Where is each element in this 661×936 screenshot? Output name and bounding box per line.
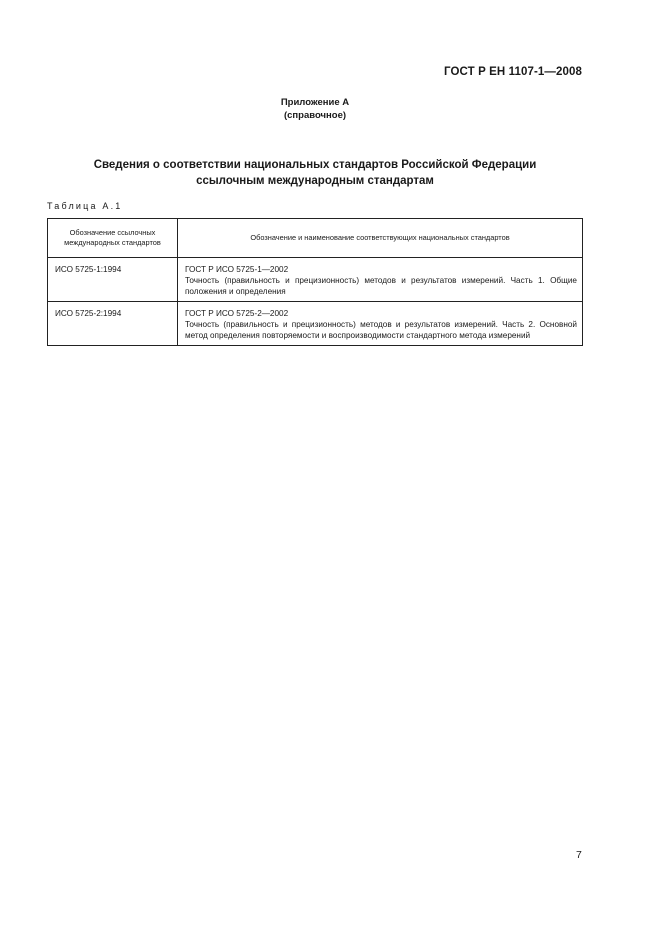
cell-intl-standard: ИСО 5725-1:1994	[48, 258, 178, 302]
page-number: 7	[576, 849, 582, 861]
table-header-row	[48, 219, 583, 258]
national-standard-code: ГОСТ Р ИСО 5725-1—2002	[185, 265, 289, 274]
cell-intl-standard: ИСО 5725-2:1994	[48, 302, 178, 346]
national-standard-code: ГОСТ Р ИСО 5725-2—2002	[185, 309, 289, 318]
appendix-kind: (справочное)	[283, 110, 347, 121]
section-title-line1: Сведения о соответствии национальных стандартов Российской Федерации	[93, 159, 537, 171]
header-intl-standard: Обозначение ссылочных международных стандартов	[48, 219, 178, 258]
section-title-line2: ссылочным международным стандартам	[196, 175, 434, 187]
national-standard-title: Точность (правильность и прецизионность) методов и результатов измерений. Часть 2. Основной метод определения повторяемости и воспроизводимости стандартного метода измерений	[185, 320, 577, 340]
table-row	[48, 302, 583, 346]
table-row	[48, 258, 583, 302]
national-standard-title: Точность (правильность и прецизионность) методов и результатов измерений. Часть 1. Общие положения и определения	[185, 276, 577, 296]
appendix-heading	[0, 96, 630, 122]
table-caption: Таблица А.1	[47, 201, 123, 211]
header-national-standard: Обозначение и наименование соответствующих национальных стандартов	[178, 219, 583, 258]
appendix-title: Приложение А	[280, 97, 350, 108]
section-title	[0, 157, 630, 189]
cell-national-standard	[178, 302, 583, 346]
document-code: ГОСТ Р ЕН 1107-1—2008	[444, 66, 582, 78]
cell-national-standard	[178, 258, 583, 302]
reference-table	[47, 218, 583, 346]
